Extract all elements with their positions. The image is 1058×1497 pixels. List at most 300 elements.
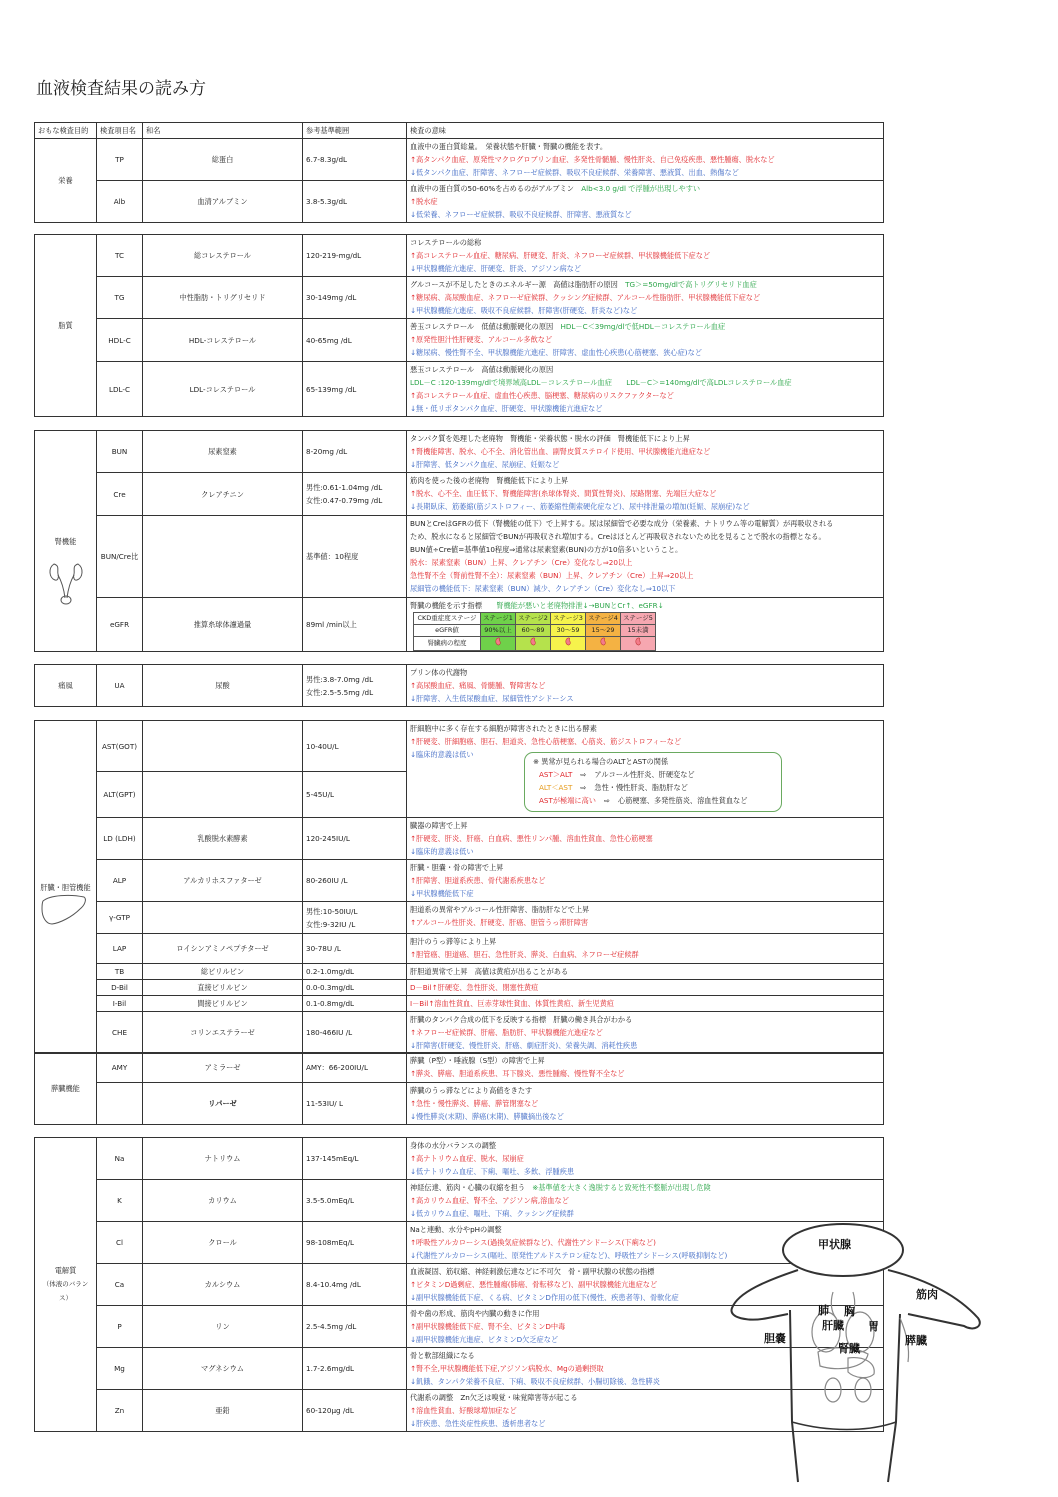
meaning-text: 血液中の蛋白質総量。 栄養状態や肝臓・腎臓の機能を表す。	[410, 142, 608, 151]
meaning-line	[410, 458, 880, 471]
ckd-egfr: 30～59	[551, 625, 586, 637]
test-name: クロール	[143, 1222, 303, 1264]
note-item-arrow: ⇨	[604, 796, 611, 805]
organ-label: 肺	[818, 1304, 829, 1317]
meaning-line	[410, 1207, 880, 1220]
test-code: TB	[97, 964, 143, 980]
range-line: 2.5-4.5mg /dL	[306, 1322, 357, 1331]
meaning-line	[410, 692, 880, 705]
test-meaning	[407, 277, 884, 319]
meaning-note: ※基準値を大きく逸脱すると致死性不整脈が出現し危険	[532, 1183, 711, 1192]
meaning-text: ↑原発性胆汁性肝硬変、アルコール多飲など	[410, 335, 553, 344]
test-meaning	[407, 996, 884, 1012]
meaning-text: ↑高コレステロール血症、虚血性心疾患、脳梗塞、糖尿病のリスクファクターなど	[410, 391, 674, 400]
meaning-line	[410, 1013, 880, 1026]
meaning-text: 骨と軟部組織になる	[410, 1351, 475, 1360]
meaning-text: ↓低タンパク血症、肝障害、ネフローゼ症候群、吸収不良症候群、栄養障害、悪液質、出血、熱傷など	[410, 168, 739, 177]
category-cell	[35, 139, 97, 223]
test-name	[143, 721, 303, 772]
test-meaning	[407, 860, 884, 902]
meaning-line	[410, 517, 880, 530]
test-name: マグネシウム	[143, 1348, 303, 1390]
organ-label: 肝臓	[822, 1319, 844, 1332]
meaning-text: ↑脱水、心不全、血圧低下、腎機能障害(糸球体腎炎、間質性腎炎)、尿路閉塞、先端巨大症など	[410, 489, 717, 498]
meaning-text: 脱水：尿素窒素（BUN）上昇、クレアチン（Cre）変化なし⇒20以上	[410, 558, 633, 567]
reference-range	[303, 362, 407, 417]
table-row	[35, 980, 884, 996]
meaning-text: ↑高尿酸血症、痛風、骨髄腫、腎障害など	[410, 681, 546, 690]
range-line: 30-149mg /dL	[306, 293, 357, 302]
test-meaning	[407, 319, 884, 362]
meaning-line	[410, 832, 880, 845]
meaning-text: 胆道系の異常やアルコール性肝障害、脂肪肝などで上昇	[410, 905, 590, 914]
table-row	[35, 1053, 884, 1083]
meaning-text: ↑脱水症	[410, 197, 438, 206]
meaning-line	[410, 363, 880, 376]
meaning-text: 尿細管の機能低下：尿素窒素（BUN）減少、クレアチン（Cre）変化なし⇒10以下	[410, 584, 676, 593]
test-name: 総ビリルビン	[143, 964, 303, 980]
category-cell	[35, 235, 97, 417]
range-line: 137-145mEq/L	[306, 1154, 359, 1163]
range-line: 89ml /min以上	[306, 620, 357, 629]
test-meaning	[407, 362, 884, 417]
test-name: 血清アルブミン	[143, 181, 303, 223]
meaning-text: ↑高タンパク血症、原発性マクログロブリン血症、多発性骨髄腫、慢性肝炎、自己免疫疾患、悪性腫瘍、脱水など	[410, 155, 775, 164]
meaning-text: 急性腎不全（腎前性腎不全）：尿素窒素（BUN）上昇、クレアチン（Cre）上昇⇒20以上	[410, 571, 694, 580]
test-name: 尿素窒素	[143, 431, 303, 473]
meaning-text: ↓副甲状腺機能亢進症、ビタミンD欠乏症など	[410, 1335, 559, 1344]
test-meaning	[407, 181, 884, 223]
test-code: ALP	[97, 860, 143, 902]
meaning-text: 肝胆道異常で上昇 高値は黄疸が出ることがある	[410, 967, 569, 976]
meaning-note: TG＞=50mg/dlで高トリグリセリド血症	[625, 280, 757, 289]
reference-range	[303, 1083, 407, 1125]
ckd-egfr: 15未満	[621, 625, 656, 637]
meaning-line	[410, 1054, 880, 1067]
table-row	[35, 431, 884, 473]
test-name: リン	[143, 1306, 303, 1348]
test-name: 総コレステロール	[143, 235, 303, 277]
meaning-text: ↑肝障害、胆道系疾患、骨代謝系疾患など	[410, 876, 546, 885]
reference-range	[303, 721, 407, 772]
meaning-text: ↑高カリウム血症、腎不全、アジソン病,溶血など	[410, 1196, 569, 1205]
note-item-arrow: ⇨	[580, 770, 587, 779]
table-row	[35, 1083, 884, 1125]
reference-range	[303, 181, 407, 223]
meaning-text: 肝臓のタンパク合成の低下を反映する指標 肝臓の働き具合がわかる	[410, 1015, 633, 1024]
meaning-text: ↑肝硬変、肝炎、肝癌、白血病、悪性リンパ腫、溶血性貧血、急性心筋梗塞	[410, 834, 653, 843]
meaning-text: ↓臨床的意義は低い	[410, 847, 474, 856]
note-item-text: 急性・慢性肝炎、脂肪肝など	[594, 783, 688, 792]
range-line: 65-139mg /dL	[306, 384, 357, 394]
meaning-text: ↑ビタミンD過剰症、悪性腫瘍(肺癌、骨転移など)、副甲状腺機能亢進症など	[410, 1280, 658, 1289]
meaning-text: ↓甲状腺機能亢進症、吸収不良症候群、肝障害(肝硬変、肝炎など)など	[410, 306, 638, 315]
category-label: 栄養	[58, 176, 73, 185]
reference-range	[303, 1306, 407, 1348]
meaning-line	[410, 346, 880, 359]
note-item-label: ASTが極端に高い	[539, 796, 596, 805]
test-code: eGFR	[97, 598, 143, 652]
meaning-line	[410, 861, 880, 874]
meaning-text: ↑ネフローゼ症候群、肝癌、脂肪肝、甲状腺機能亢進症など	[410, 1028, 603, 1037]
ckd-stage: ステージ5	[621, 613, 656, 625]
test-code: UA	[97, 665, 143, 707]
test-code: P	[97, 1306, 143, 1348]
meaning-line	[410, 935, 880, 948]
category-label: 肝臓・胆管機能	[40, 882, 91, 892]
test-meaning	[407, 964, 884, 980]
reference-range	[303, 902, 407, 934]
range-line: 180-466IU /L	[306, 1028, 353, 1037]
range-line: 女性:9-32IU /L	[306, 919, 356, 929]
range-line: 男性:0.61-1.04mg /dL	[306, 483, 383, 492]
meaning-text: プリン体の代謝物	[410, 668, 468, 677]
reference-range	[303, 431, 407, 473]
ckd-kidney-icon	[551, 637, 586, 651]
reference-range	[303, 1138, 407, 1180]
meaning-line	[410, 389, 880, 402]
note-item	[533, 781, 773, 794]
reference-range	[303, 1012, 407, 1054]
meaning-text: グルコースが不足したときのエネルギー源 高値は脂肪肝の原因	[410, 280, 626, 289]
test-meaning	[407, 1180, 884, 1222]
table-row	[35, 319, 884, 362]
reference-range	[303, 1222, 407, 1264]
test-name: カリウム	[143, 1180, 303, 1222]
range-line: 基準値：10程度	[306, 552, 359, 561]
meaning-text: ↑急性・慢性膵炎、膵癌、膵管閉塞など	[410, 1099, 539, 1108]
header-cell: 検査の意味	[407, 123, 884, 139]
ast-alt-note	[524, 752, 782, 812]
range-line: 3.8-5.3g/dL	[306, 197, 348, 206]
table-row	[35, 1138, 884, 1180]
range-line: 女性:0.47-0.79mg /dL	[306, 496, 383, 505]
meaning-line	[410, 845, 880, 858]
meaning-text: 身体の水分バランスの調整	[410, 1141, 497, 1150]
page-title: 血液検査結果の読み方	[36, 79, 206, 99]
meaning-line	[410, 376, 880, 389]
meaning-line	[410, 1152, 880, 1165]
test-code: Cre	[97, 473, 143, 516]
table-row	[35, 473, 884, 516]
test-meaning	[407, 431, 884, 473]
meaning-line	[410, 320, 880, 333]
ckd-kidney-icon	[586, 637, 621, 651]
reference-range	[303, 473, 407, 516]
ckd-row-label: CKD重症度ステージ	[414, 613, 481, 625]
range-line: 8.4-10.4mg /dL	[306, 1280, 361, 1289]
meaning-line	[410, 556, 880, 569]
section-table-3	[34, 664, 884, 707]
section-table-1	[34, 234, 884, 417]
category-label: 腎機能	[54, 536, 77, 546]
meaning-text: D－Bil↑肝硬変、急性肝炎、閉塞性黄疸	[410, 983, 539, 992]
category-cell	[35, 665, 97, 707]
organ-label: 胆嚢	[764, 1332, 786, 1345]
meaning-text: ↓低ナトリウム血症、下痢、嘔吐、多飲、浮腫疾患	[410, 1167, 575, 1176]
range-line: 1.7-2.6mg/dL	[306, 1364, 355, 1373]
meaning-text: ↑溶血性貧血、好酸球増加症など	[410, 1406, 517, 1415]
test-code: BUN/Cre比	[97, 516, 143, 598]
meaning-line	[410, 569, 880, 582]
test-meaning	[407, 665, 884, 707]
meaning-text: 代謝系の調整 Zn欠乏は嗅覚・味覚障害等が起こる	[410, 1393, 578, 1402]
note-item-label: ALT＜AST	[539, 783, 573, 792]
header-row	[35, 123, 884, 139]
ckd-egfr: 15～29	[586, 625, 621, 637]
reference-range	[303, 964, 407, 980]
test-code: AMY	[97, 1053, 143, 1083]
range-line: 60-120μg /dL	[306, 1406, 354, 1415]
test-code: TP	[97, 139, 143, 181]
organ-label: 胸	[844, 1305, 855, 1318]
meaning-text: ↑呼吸性アルカローシス(過換気症候群など)、代謝性アシドーシス(下痢など)	[410, 1238, 656, 1247]
note-item-label: AST＞ALT	[539, 770, 573, 779]
meaning-line	[410, 402, 880, 415]
test-code: LD (LDH)	[97, 818, 143, 860]
meaning-text: 胆汁のうっ滞等により上昇	[410, 937, 497, 946]
reference-range	[303, 665, 407, 707]
meaning-line	[410, 903, 880, 916]
ckd-row-label: eGFR値	[414, 625, 481, 637]
table-row	[35, 235, 884, 277]
reference-range	[303, 1264, 407, 1306]
range-line: 10-40U/L	[306, 741, 339, 751]
meaning-line	[410, 500, 880, 513]
test-code: TG	[97, 277, 143, 319]
test-meaning	[407, 1138, 884, 1180]
range-line: 0.1-0.8mg/dL	[306, 999, 355, 1008]
kidney-icon	[48, 560, 84, 606]
header-cell: 和名	[143, 123, 303, 139]
table-row	[35, 516, 884, 598]
meaning-line	[410, 1039, 880, 1052]
range-line: 40-65mg /dL	[306, 335, 352, 345]
test-code: Zn	[97, 1390, 143, 1432]
test-name	[143, 902, 303, 934]
section-table-5	[34, 1052, 884, 1125]
test-code: LAP	[97, 934, 143, 964]
organ-label: 腎臓	[838, 1342, 860, 1355]
ckd-stage: ステージ4	[586, 613, 621, 625]
test-meaning	[407, 818, 884, 860]
category-cell	[35, 721, 97, 1054]
meaning-line	[410, 1067, 880, 1080]
test-code: TC	[97, 235, 143, 277]
note-item-text: 心筋梗塞、多発性筋炎、溶血性貧血など	[618, 796, 748, 805]
meaning-text: ↓甲状腺機能低下症	[410, 889, 474, 898]
meaning-text: 臓器の障害で上昇	[410, 821, 468, 830]
meaning-line	[410, 543, 880, 556]
test-meaning	[407, 934, 884, 964]
note-item	[533, 794, 773, 807]
meaning-text: ↑腎機能障害、脱水、心不全、消化管出血、副腎皮質ステロイド使用、甲状腺機能亢進症など	[410, 447, 711, 456]
test-name: ナトリウム	[143, 1138, 303, 1180]
meaning-line	[410, 236, 880, 249]
note-item-text: アルコール性肝炎、肝硬変など	[594, 770, 695, 779]
ckd-kidney-icon	[621, 637, 656, 651]
reference-range	[303, 516, 407, 598]
meaning-text: ↓低カリウム血症、嘔吐、下痢、クッシング症候群	[410, 1209, 574, 1218]
reference-range	[303, 1348, 407, 1390]
test-code: Na	[97, 1138, 143, 1180]
meaning-line	[410, 1026, 880, 1039]
reference-range	[303, 934, 407, 964]
reference-range	[303, 598, 407, 652]
meaning-line	[410, 182, 880, 195]
test-meaning	[407, 139, 884, 181]
meaning-line	[410, 278, 880, 291]
meaning-line	[410, 1165, 880, 1178]
reference-range	[303, 1053, 407, 1083]
range-line: 30-78U /L	[306, 944, 341, 953]
meaning-text: ↓無・低リポタンパク血症、肝硬変、甲状腺機能亢進症など	[410, 404, 603, 413]
meaning-line	[410, 1110, 880, 1123]
test-code: ALT(GPT)	[97, 772, 143, 818]
meaning-line	[410, 735, 880, 748]
test-name: コリンエステラーゼ	[143, 1012, 303, 1054]
meaning-line	[410, 195, 880, 208]
table-row	[35, 362, 884, 417]
note-item-arrow: ⇨	[580, 783, 587, 792]
test-code: LDL-C	[97, 362, 143, 417]
range-line: 98-108mEq/L	[306, 1238, 354, 1247]
meaning-note: Alb<3.0 g/dl で浮腫が出現しやすい	[581, 184, 701, 193]
range-line: 0.0-0.3mg/dL	[306, 983, 355, 992]
header-cell: 検査項目名	[97, 123, 143, 139]
meaning-text: 肝細胞中に多く存在する細胞が障害されたときに出る酵素	[410, 724, 597, 733]
category-label: 痛風	[58, 681, 73, 690]
test-name: リパーゼ	[143, 1083, 303, 1125]
test-meaning	[407, 1012, 884, 1054]
meaning-line	[410, 474, 880, 487]
meaning-line	[410, 432, 880, 445]
test-code: Ca	[97, 1264, 143, 1306]
liver-icon	[40, 893, 88, 927]
range-line: 女性:2.5-5.5mg /dL	[306, 687, 374, 697]
meaning-line	[410, 874, 880, 887]
test-name: 尿酸	[143, 665, 303, 707]
table-row	[35, 818, 884, 860]
meaning-text: 骨や歯の形成、筋肉や内臓の動きに作用	[410, 1309, 540, 1318]
test-name: 中性脂肪・トリグリセリド	[143, 277, 303, 319]
test-meaning	[407, 516, 884, 598]
reference-range	[303, 319, 407, 362]
meaning-text: 筋肉を使った後の老廃物 腎機能低下により上昇	[410, 476, 569, 485]
test-name: 総蛋白	[143, 139, 303, 181]
meaning-text: ↓糖尿病、慢性腎不全、甲状腺機能亢進症、肝障害、虚血性心疾患(心筋梗塞、狭心症)など	[410, 348, 702, 357]
meaning-text: 膵臓のうっ滞などにより高値をきたす	[410, 1086, 533, 1095]
range-line: 3.5-5.0mEq/L	[306, 1196, 354, 1205]
meaning-text: コレステロールの総称	[410, 238, 482, 247]
test-code: K	[97, 1180, 143, 1222]
test-code: D-Bil	[97, 980, 143, 996]
meaning-line	[410, 530, 880, 543]
meaning-text: 腎臓の機能を示す指標	[410, 601, 497, 610]
table-row	[35, 665, 884, 707]
meaning-text: ↓肝障害(肝硬変、慢性肝炎、肝癌、劇症肝炎)、栄養失調、消耗性疾患	[410, 1041, 638, 1050]
reference-range	[303, 996, 407, 1012]
category-label: 膵臓機能	[51, 1084, 80, 1093]
meaning-text: 善玉コレステロール 低値は動脈硬化の原因	[410, 322, 561, 331]
range-line: 男性:3.8-7.0mg /dL	[306, 674, 374, 684]
meaning-line	[410, 333, 880, 346]
range-line: 0.2-1.0mg/dL	[306, 967, 355, 976]
meaning-text: ↓肝疾患、急性炎症性疾患、透析患者など	[410, 1419, 546, 1428]
meaning-line	[410, 304, 880, 317]
category-cell	[35, 1138, 97, 1432]
table-row	[35, 1012, 884, 1054]
meaning-text: 血液中の蛋白質の50-60%を占めるのがアルブミン	[410, 184, 582, 193]
meaning-text: ↓飢餓、タンパク栄養不良症、下痢、吸収不良症候群、小腸切除後、急性膵炎	[410, 1377, 660, 1386]
meaning-line	[410, 208, 880, 221]
test-code: BUN	[97, 431, 143, 473]
reference-range	[303, 1180, 407, 1222]
ckd-stage-table	[413, 612, 656, 651]
meaning-line	[410, 722, 880, 735]
meaning-text: ↓長期臥床、筋萎縮(筋ジストロフィー、筋萎縮性側索硬化症など)、尿中排泄量の増加(妊娠、尿崩症)など	[410, 502, 750, 511]
meaning-text: ↓低栄養、ネフローゼ症候群、吸収不良症候群、肝障害、悪液質など	[410, 210, 632, 219]
meaning-line	[410, 887, 880, 900]
table-row	[35, 934, 884, 964]
ckd-stage: ステージ2	[516, 613, 551, 625]
reference-range	[303, 860, 407, 902]
reference-range	[303, 277, 407, 319]
test-name: 直接ビリルビン	[143, 980, 303, 996]
test-meaning	[407, 1053, 884, 1083]
test-code: γ-GTP	[97, 902, 143, 934]
meaning-line	[410, 1194, 880, 1207]
header-cell: おもな検査目的	[35, 123, 97, 139]
meaning-text: ↓肝障害、低タンパク血症、尿崩症、妊娠など	[410, 460, 560, 469]
reference-range	[303, 980, 407, 996]
range-line: 120-245IU/L	[306, 834, 350, 843]
meaning-text: ↓甲状腺機能亢進症、肝硬変、肝炎、アジソン病など	[410, 264, 582, 273]
ckd-kidney-icon	[481, 637, 516, 651]
category-cell	[35, 431, 97, 652]
reference-range	[303, 1390, 407, 1432]
meaning-line	[410, 916, 880, 929]
meaning-note: 腎機能が悪いと老廃物排泄↓→BUNとCr↑、eGFR↓	[496, 601, 664, 610]
meaning-text: ↓肝障害、入生低尿酸血症、尿細管性アシドーシス	[410, 694, 574, 703]
test-meaning	[407, 1083, 884, 1125]
ckd-row-label: 腎臓病の程度	[414, 637, 481, 651]
category-label: 電解質	[54, 1266, 77, 1275]
meaning-text: ↓慢性膵炎(末期)、膵癌(末期)、膵臓摘出後など	[410, 1112, 564, 1121]
range-line: 120-219-mg/dL	[306, 251, 362, 260]
meaning-line	[410, 445, 880, 458]
range-line: 80-260IU /L	[306, 876, 348, 885]
ckd-stage: ステージ1	[481, 613, 516, 625]
meaning-text: ため、脱水になると尿細管でBUNが再吸収され増加する。Creはほとんど再吸収されないため比を見ることで脱水の指標となる。	[410, 532, 826, 541]
meaning-text: ↓副甲状腺機能低下症、くる病、ビタミンD作用の低下(慢性、疾患者等)、骨軟化症	[410, 1293, 679, 1302]
test-name: HDL-コレステロール	[143, 319, 303, 362]
test-meaning	[407, 902, 884, 934]
meaning-text: ↑肝硬変、肝細胞癌、胆石、胆道炎、急性心筋梗塞、心筋炎、筋ジストロフィーなど	[410, 737, 682, 746]
test-name: 乳酸脱水素酵素	[143, 818, 303, 860]
meaning-line	[410, 582, 880, 595]
test-code: HDL-C	[97, 319, 143, 362]
meaning-line	[410, 666, 880, 679]
note-item	[533, 768, 773, 781]
section-table-0	[34, 122, 884, 223]
test-name: 推算糸球体濾過量	[143, 598, 303, 652]
test-code: Mg	[97, 1348, 143, 1390]
range-line: 5-45U/L	[306, 790, 334, 799]
meaning-text: 肝臓・胆嚢・骨の障害で上昇	[410, 863, 504, 872]
meaning-line	[410, 679, 880, 692]
meaning-line	[410, 1139, 880, 1152]
